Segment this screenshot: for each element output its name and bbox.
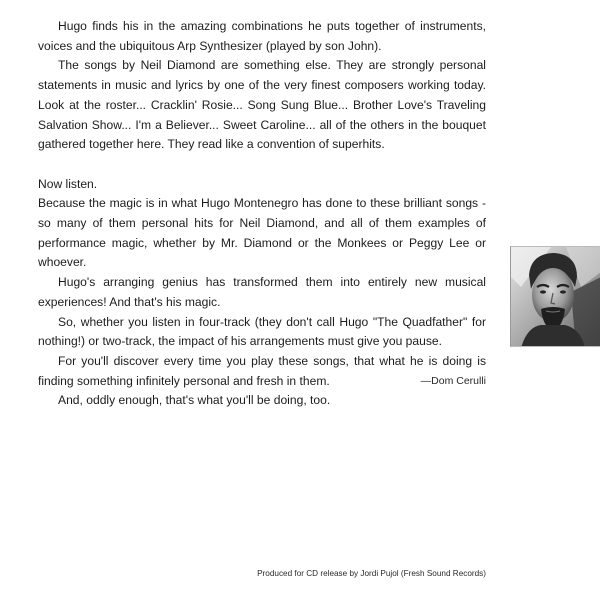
production-credit: Produced for CD release by Jordi Pujol (Fresh Sound Records)	[257, 569, 486, 578]
liner-paragraph-6: So, whether you listen in four-track (they don't call Hugo "The Quadfather" for nothing!) or two-track, the impact of his arrangements must give you pause.	[38, 314, 486, 349]
paragraph-spacer	[38, 155, 486, 175]
liner-paragraph-2: The songs by Neil Diamond are something else. They are strongly personal statements in music and lyrics by one of the very finest composers working today. Look at the roster... Cracklin' Rosie... Song Sung Blue... Brother Love's Traveling Salvation Show... I'm a Believer... Sweet Caroline... all of the others in the bouquet gathered together here. They read like a convention of superhits.	[38, 58, 486, 152]
liner-paragraph-4: Because the magic is in what Hugo Montenegro has done to these brilliant songs - so many of them personal hits for Neil Diamond, and all of them examples of performance magic, whether by Mr. Diamond or the Monkees or Peggy Lee or whoever.	[38, 196, 486, 270]
liner-paragraph-8: And, oddly enough, that's what you'll be doing, too.	[58, 393, 331, 408]
liner-paragraph-5: Hugo's arranging genius has transformed them into entirely new musical experiences! And that's his magic.	[38, 275, 486, 309]
liner-notes-text	[38, 17, 486, 411]
liner-paragraph-3: Now listen.	[38, 176, 98, 191]
portrait-photo	[510, 246, 600, 347]
liner-paragraph-7: For you'll discover every time you play these songs, that what he is doing is finding something infinitely personal and fresh in them.	[38, 353, 486, 388]
liner-paragraph-1: Hugo finds his in the amazing combinations he puts together of instruments, voices and the ubiquitous Arp Synthesizer (played by son John).	[38, 19, 486, 53]
author-signature: —Dom Cerulli	[420, 375, 486, 387]
